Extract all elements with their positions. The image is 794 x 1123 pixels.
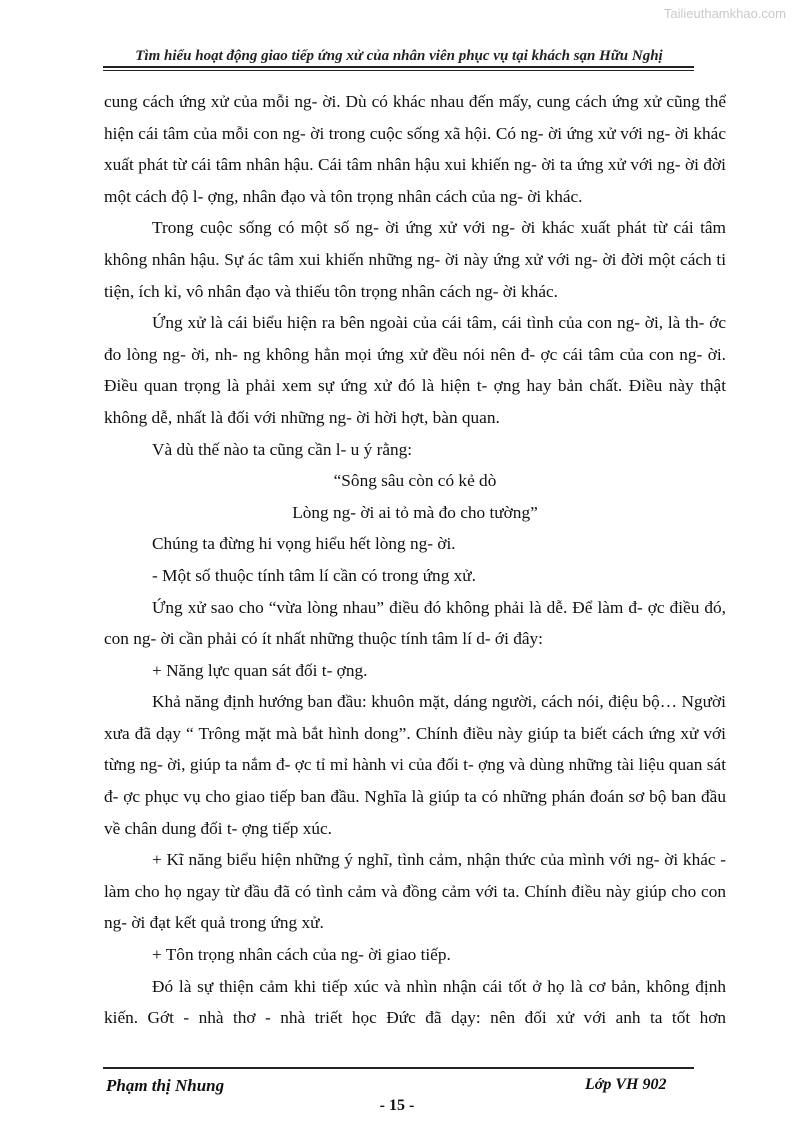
text-line: không nhân hậu. Sự ác tâm xui khiến những ng- ời này ứng xử với ng- ời đời một <box>104 249 676 269</box>
paragraph-10 <box>104 844 726 939</box>
document-body <box>104 86 726 1034</box>
text-line: th- ớc đo lòng ng- ời, nh- ng không hẳn mọi ứng xử đều nói nên đ- ợc cái tâm của <box>104 313 727 364</box>
text-line: ứng xử với từng ng- ời, giúp ta nắm đ- ợc tỉ mỉ hành vi của đối t- ợng và dùng <box>104 723 726 775</box>
text-line: Chúng ta đừng hi vọng hiểu hết lòng ng- ời. <box>152 534 456 554</box>
paragraph-12 <box>104 971 726 1034</box>
text-line: ứng xử với ng- ời đời một cách độ l- ợng, nhân đạo và tôn trọng nhân cách của <box>104 155 726 206</box>
text-line: định kiến. Gớt - nhà thơ - nhà triết học Đức đã dạy: nên đối xử với anh ta tốt hơn <box>104 976 726 1028</box>
text-line: + Kĩ năng biểu hiện những ý nghĩ, tình cảm, nhận thức của mình với ng- ời <box>152 850 679 870</box>
text-line: đó, con ng- ời cần phải có ít nhất những thuộc tính tâm lí d- ới đây: <box>104 597 726 649</box>
text-line: Ứng xử là cái biểu hiện ra bên ngoài của cái tâm, cái tình của con ng- ời, là <box>152 313 681 333</box>
text-line: Khả năng định hướng ban đầu: khuôn mặt, dáng người, cách nói, điệu bộ… <box>152 692 678 712</box>
text-line: cũng thể hiện cái tâm của mỗi con ng- ời trong cuộc sống xã hội. Có ng- ời ứng xử <box>104 92 726 143</box>
paragraph-6 <box>104 560 726 592</box>
paragraph-11 <box>104 939 726 971</box>
text-line: những phán đoán sơ bộ ban đầu về chân dung đối t- ợng tiếp xúc. <box>104 787 726 838</box>
verse-line-2 <box>104 497 726 529</box>
paragraph-3 <box>104 307 726 433</box>
text-line: Trong cuộc sống có một số ng- ời ứng xử với ng- ời khác xuất phát từ cái tâm <box>152 218 726 238</box>
text-line: giúp cho con ng- ời đạt kết quả trong ứng xử. <box>104 881 726 933</box>
watermark: Tailieuthamkhao.com <box>663 6 786 21</box>
text-line: với ng- ời khác xuất phát từ cái tâm nhân hậu. Cái tâm nhân hậu xui khiến ng- ời ta <box>104 123 726 175</box>
paragraph-5 <box>104 528 726 560</box>
footer-author: Phạm thị Nhung <box>106 1076 225 1095</box>
text-line: con ng- ời. Điều quan trọng là phải xem sự ứng xử đó là hiện t- ợng hay bản chất. <box>104 344 726 396</box>
text-line: + Năng lực quan sát đối t- ợng. <box>152 660 368 680</box>
verse-line-1 <box>104 465 726 497</box>
text-line: Điều này thật không dễ, nhất là đối với những ng- ời hời hợt, bàn quan. <box>104 376 726 427</box>
text-line: khác - làm cho họ ngay từ đầu đã có tình cảm và đồng cảm với ta. Chính điều này <box>104 850 727 901</box>
paragraph-9 <box>104 686 726 844</box>
text-line: ng- ời khác. <box>499 186 583 206</box>
text-line: cách ti tiện, ích kỉ, vô nhân đạo và thiếu tôn trọng nhân cách ng- ời khác. <box>104 249 727 301</box>
text-line: + Tôn trọng nhân cách của ng- ời giao tiếp. <box>152 945 451 965</box>
text-line: Đó là sự thiện cảm khi tiếp xúc và nhìn nhận cái tốt ở họ là cơ bản, không <box>152 976 690 996</box>
paragraph-7 <box>104 592 726 655</box>
paragraph-4 <box>104 434 726 466</box>
text-line: những tài liệu quan sát đ- ợc phục vụ cho giao tiếp ban đầu. Nghĩa là giúp ta có <box>104 755 727 807</box>
header-rule-thin <box>103 70 694 71</box>
header-rule-thick <box>103 66 694 68</box>
paragraph-8 <box>104 655 726 687</box>
footer-class: Lớp VH 902 <box>585 1076 667 1093</box>
text-line: - Một số thuộc tính tâm lí cần có trong ứng xử. <box>152 565 476 585</box>
text-line: Và dù thế nào ta cũng cần l- u ý rằng: <box>152 439 413 459</box>
page-header-title: Tìm hiểu hoạt động giao tiếp ứng xử của nhân viên phục vụ tại khách sạn Hữu Nghị <box>135 48 663 64</box>
page-number: - 15 - <box>379 1097 415 1114</box>
text-line: Người xưa đã dạy “ Trông mặt mà bắt hình dong”. Chính điều này giúp ta biết cách <box>104 692 726 743</box>
paragraph-2 <box>104 212 726 307</box>
paragraph-1 <box>104 86 726 212</box>
text-line: “Sông sâu còn có kẻ dò <box>333 471 497 491</box>
text-line: Ứng xử sao cho “vừa lòng nhau” điều đó không phải là dễ. Để làm đ- ợc điều <box>152 597 700 617</box>
text-line: Lòng ng- ời ai tỏ mà đo cho tường” <box>292 502 538 522</box>
text-line: cung cách ứng xử của mỗi ng- ời. Dù có khác nhau đến mấy, cung cách ứng xử <box>104 92 662 111</box>
footer-rule <box>103 1067 694 1069</box>
